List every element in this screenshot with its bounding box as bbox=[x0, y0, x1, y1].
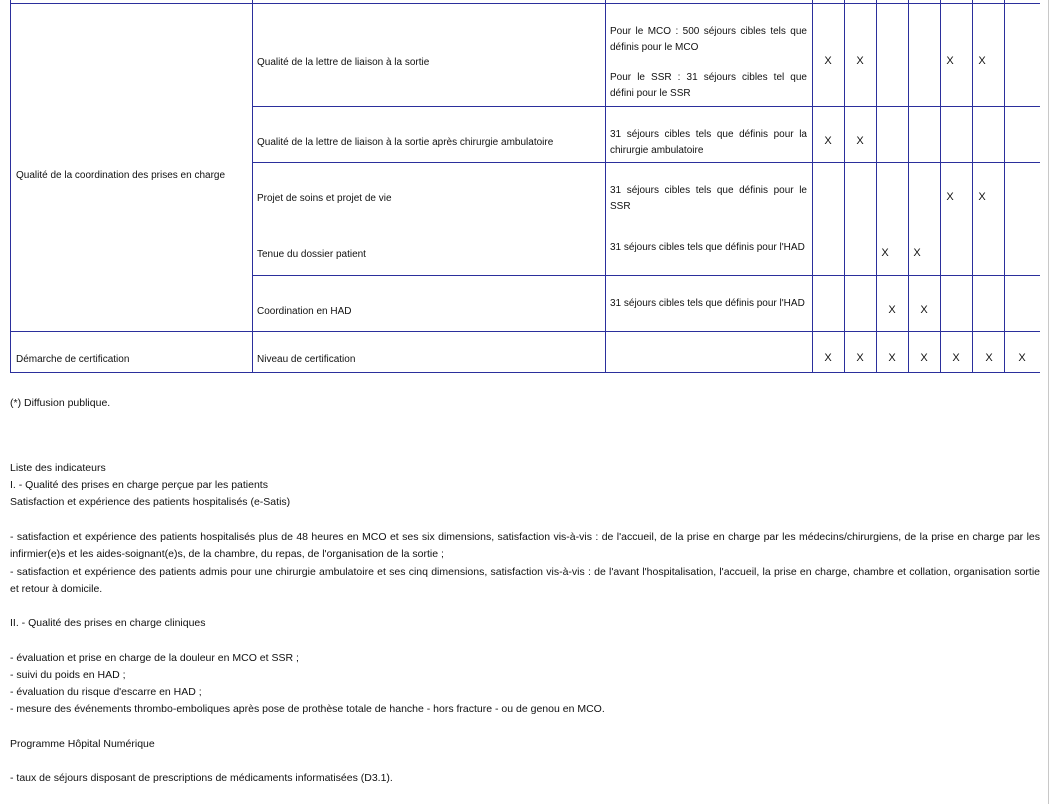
table-mark: X bbox=[824, 135, 832, 147]
table-mark: X bbox=[952, 352, 960, 364]
table-rule bbox=[10, 3, 1040, 4]
list-item: - mesure des événements thrombo-emboliques après pose de prothèse totale de hanche - hors fracture - ou de genou en MCO. bbox=[10, 703, 605, 715]
table-indicator-cell: Qualité de la lettre de liaison à la sortie bbox=[257, 57, 430, 68]
table-mark: X bbox=[913, 247, 921, 259]
section-title: II. - Qualité des prises en charge cliniques bbox=[10, 617, 206, 629]
section-title: I. - Qualité des prises en charge perçue par les patients bbox=[10, 479, 268, 491]
table-mark: X bbox=[920, 304, 928, 316]
table-mark: X bbox=[985, 352, 993, 364]
table-rule bbox=[252, 275, 1040, 276]
table-rule bbox=[605, 0, 606, 373]
table-mark: X bbox=[856, 135, 864, 147]
table-mark: X bbox=[1018, 352, 1026, 364]
table-mark: X bbox=[824, 55, 832, 67]
table-mark: X bbox=[946, 191, 954, 203]
list-item: - évaluation du risque d'escarre en HAD ; bbox=[10, 686, 202, 698]
list-item: - taux de séjours disposant de prescriptions de médicaments informatisées (D3.1). bbox=[10, 772, 393, 784]
table-rule bbox=[972, 0, 973, 373]
table-indicator-cell: Niveau de certification bbox=[257, 354, 356, 365]
table-rule bbox=[252, 106, 1040, 107]
list-item: - satisfaction et expérience des patients admis pour une chirurgie ambulatoire et ses cinq dimensions, satisfaction vis-à-vis : de l'avant l'hospitalisation, l'accueil, la prise en charge, chambre et collation, organisation sortie et retour à domicile. bbox=[10, 566, 1040, 595]
table-mark: X bbox=[888, 304, 896, 316]
table-rule bbox=[1004, 0, 1005, 373]
table-target-cell: Pour le SSR : 31 séjours cibles tel que défini pour le SSR bbox=[610, 72, 807, 99]
table-rule bbox=[252, 0, 253, 373]
table-rule bbox=[10, 0, 11, 373]
footnote: (*) Diffusion publique. bbox=[10, 397, 111, 409]
section-title: Programme Hôpital Numérique bbox=[10, 738, 155, 750]
table-target-cell: 31 séjours cibles tels que définis pour l'HAD bbox=[610, 298, 805, 309]
table-rule bbox=[876, 0, 877, 373]
list-item: - satisfaction et expérience des patients hospitalisés plus de 48 heures en MCO et ses six dimensions, satisfaction vis-à-vis : de l'accueil, de la prise en charge par les médecins/chirurgiens, de la prise en charge par les infirmier(e)s et les aides-soignant(e)s, de la chambre, du repas, de l'organisation de la sortie ; bbox=[10, 531, 1040, 560]
table-group-cell: Démarche de certification bbox=[16, 354, 130, 365]
table-rule bbox=[908, 0, 909, 373]
page-edge bbox=[1048, 0, 1049, 804]
table-target-cell: 31 séjours cibles tels que définis pour le SSR bbox=[610, 185, 807, 212]
table-rule bbox=[844, 0, 845, 373]
table-rule bbox=[10, 331, 1040, 332]
table-target-cell: 31 séjours cibles tels que définis pour la chirurgie ambulatoire bbox=[610, 129, 807, 156]
table-mark: X bbox=[856, 55, 864, 67]
table-rule bbox=[940, 0, 941, 373]
table-mark: X bbox=[888, 352, 896, 364]
section-subtitle: Satisfaction et expérience des patients hospitalisés (e-Satis) bbox=[10, 496, 291, 508]
table-indicator-cell: Tenue du dossier patient bbox=[257, 249, 366, 260]
table-target-cell: 31 séjours cibles tels que définis pour l'HAD bbox=[610, 242, 805, 253]
table-target-cell: Pour le MCO : 500 séjours cibles tels que définis pour le MCO bbox=[610, 26, 807, 53]
table-rule bbox=[10, 372, 1040, 373]
table-mark: X bbox=[920, 352, 928, 364]
table-indicator-cell: Qualité de la lettre de liaison à la sortie après chirurgie ambulatoire bbox=[257, 137, 554, 148]
table-group-cell: Qualité de la coordination des prises en charge bbox=[16, 170, 226, 181]
table-indicator-cell: Projet de soins et projet de vie bbox=[257, 193, 392, 204]
table-mark: X bbox=[824, 352, 832, 364]
list-item: - suivi du poids en HAD ; bbox=[10, 669, 126, 681]
list-heading: Liste des indicateurs bbox=[10, 462, 106, 474]
table-mark: X bbox=[978, 55, 986, 67]
table-mark: X bbox=[856, 352, 864, 364]
table-rule bbox=[252, 162, 1040, 163]
table-mark: X bbox=[946, 55, 954, 67]
table-mark: X bbox=[978, 191, 986, 203]
table-rule bbox=[812, 0, 813, 373]
list-item: - évaluation et prise en charge de la douleur en MCO et SSR ; bbox=[10, 652, 299, 664]
table-mark: X bbox=[881, 247, 889, 259]
table-indicator-cell: Coordination en HAD bbox=[257, 306, 352, 317]
